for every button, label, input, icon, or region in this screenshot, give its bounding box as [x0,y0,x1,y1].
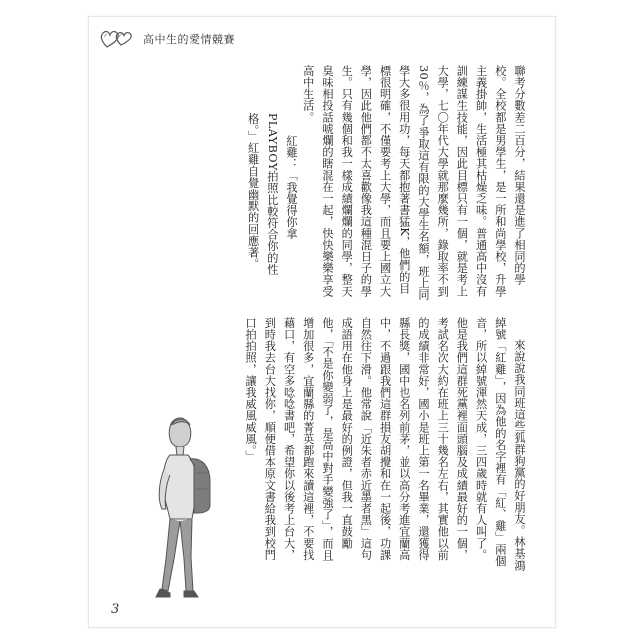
page-header [99,27,235,51]
paragraph: 聯考分數差二百分，結果還是進了相同的學校。全校都是男學生，是一所和尚學校，升學主義掛帥，生活極其枯燥乏味。普通高中沒有訓練謀生技能，因此目標只有一個，就是考上大學，七〇年代大學就那麼幾所，錄取率不到30％，為了爭取這有限的大學生名額，班上同學大多很用功，每天都抱著書猛K，他們的目標很明確，不僅要考上大學，而且要上國立大學，因此他們都不太喜歡像我這種混日子的學生。只有幾個和我一樣成績爛爛的同學，整天臭味相投話唬爛的瞎混在一起，快快樂樂享受高中生活。 [301,65,526,301]
paragraph-block-left [246,113,301,293]
boy-with-backpack-illustration [146,409,226,607]
hearts-logo-icon [99,27,137,51]
paragraph-block-top [301,65,529,303]
page-number: 3 [111,602,120,617]
paragraph-block-middle [244,317,529,572]
book-page [88,16,556,628]
paragraph: 來說說我同班這些狐群狗黨的好朋友。林基鴻綽號「紅雞」，因為他的名字裡有「紅、雞」兩個音，所以綽號渾然天成，三四歲時就有人叫了。他是我們這群死黨裡面頭腦及成績最好的一個，考試名次大約在班上三十幾名左右，其實他以前的成績非常好，國小是班上第一名畢業，還獲得縣長獎，國中也名列前茅，並以高分考進宜蘭高中，不過跟我們這群損友胡攪和在一起後，功課自然往下滑。他常說「近朱者赤近墨者黑」這句成語用在他身上是最好的例證，但我一直鼓勵他，「不是你變弱了，是高中對手變強了」，而且增加很多，宜蘭縣的菁英都跑來讀這裡，不要找藉口，有空多唸唸書吧，希望你以後考上台大，到時我去台大找你，順便借本原文書給我到校門口拍拍照，讓我威風威風。」 [244,317,526,572]
paragraph: 紅雞：「我覺得你拿PLAYBOY拍照比較符合你的性格。」紅雞自覺幽默的回應著。 [246,113,298,276]
book-title: 高中生的愛情競賽 [143,33,235,46]
